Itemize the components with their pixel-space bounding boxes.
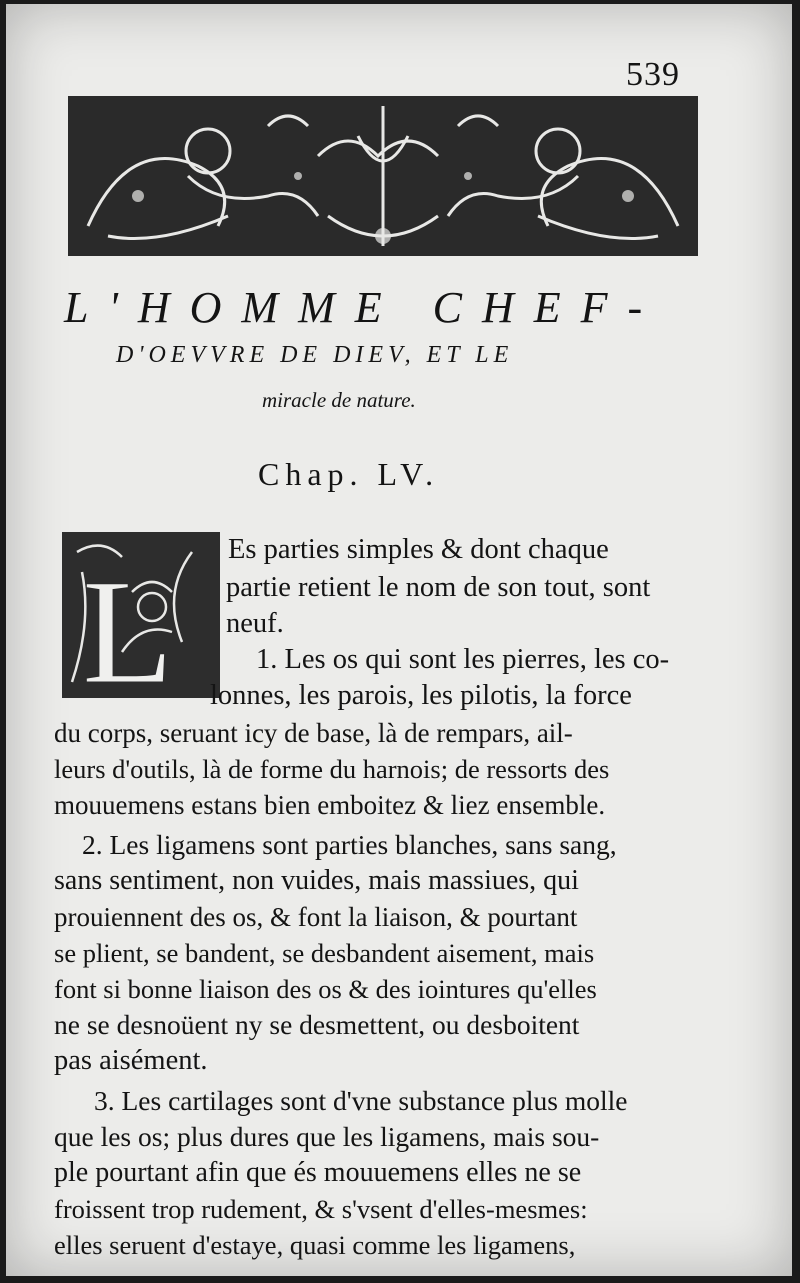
text-line: 2. Les ligamens sont parties blanches, sans sang, — [82, 829, 617, 860]
text-line: elles seruent d'estaye, quasi comme les ligamens, — [54, 1230, 576, 1260]
text-line: partie retient le nom de son tout, sont — [226, 572, 651, 603]
decorative-headpiece — [68, 96, 698, 256]
text-line: ne se desnoüent ny se desmettent, ou desboitent — [54, 1009, 580, 1040]
text-line: leurs d'outils, là de forme du harnois; de ressorts des — [54, 754, 610, 784]
title-line-3: miracle de nature. — [262, 388, 416, 412]
text-line: du corps, seruant icy de base, là de rempars, ail- — [54, 718, 573, 748]
dropcap-letter: L — [82, 549, 174, 698]
chapter-heading: Chap. LV. — [258, 456, 440, 492]
text-line: ple pourtant afin que és mouuemens elles ne se — [54, 1157, 582, 1188]
text-line: Es parties simples & dont chaque — [228, 534, 609, 565]
page-number: 539 — [626, 56, 680, 93]
text-line: neuf. — [226, 608, 284, 639]
text-line: 1. Les os qui sont les pierres, les co- — [256, 644, 670, 675]
title-line-2: D'OEVVRE DE DIEV, ET LE — [116, 342, 514, 368]
decorated-initial-letter — [62, 532, 220, 698]
book-page — [6, 4, 792, 1276]
text-line: mouuemens estans bien emboitez & liez ensemble. — [54, 790, 606, 820]
title-line-1: L'HOMME CHEF- — [64, 283, 663, 332]
text-line: prouiennent des os, & font la liaison, & pourtant — [54, 902, 578, 932]
text-line: lonnes, les parois, les pilotis, la force — [210, 680, 632, 711]
text-line: font si bonne liaison des os & des iointures qu'elles — [54, 974, 597, 1004]
text-line: 3. Les cartilages sont d'vne substance plus molle — [94, 1085, 628, 1116]
text-line: froissent trop rudement, & s'vsent d'elles-mesmes: — [54, 1194, 588, 1224]
text-line: se plient, se bandent, se desbandent aisement, mais — [54, 938, 595, 968]
text-line: pas aisément. — [54, 1045, 208, 1076]
text-line: que les os; plus dures que les ligamens, mais sou- — [54, 1121, 600, 1152]
text-line: sans sentiment, non vuides, mais massiues, qui — [54, 865, 579, 896]
